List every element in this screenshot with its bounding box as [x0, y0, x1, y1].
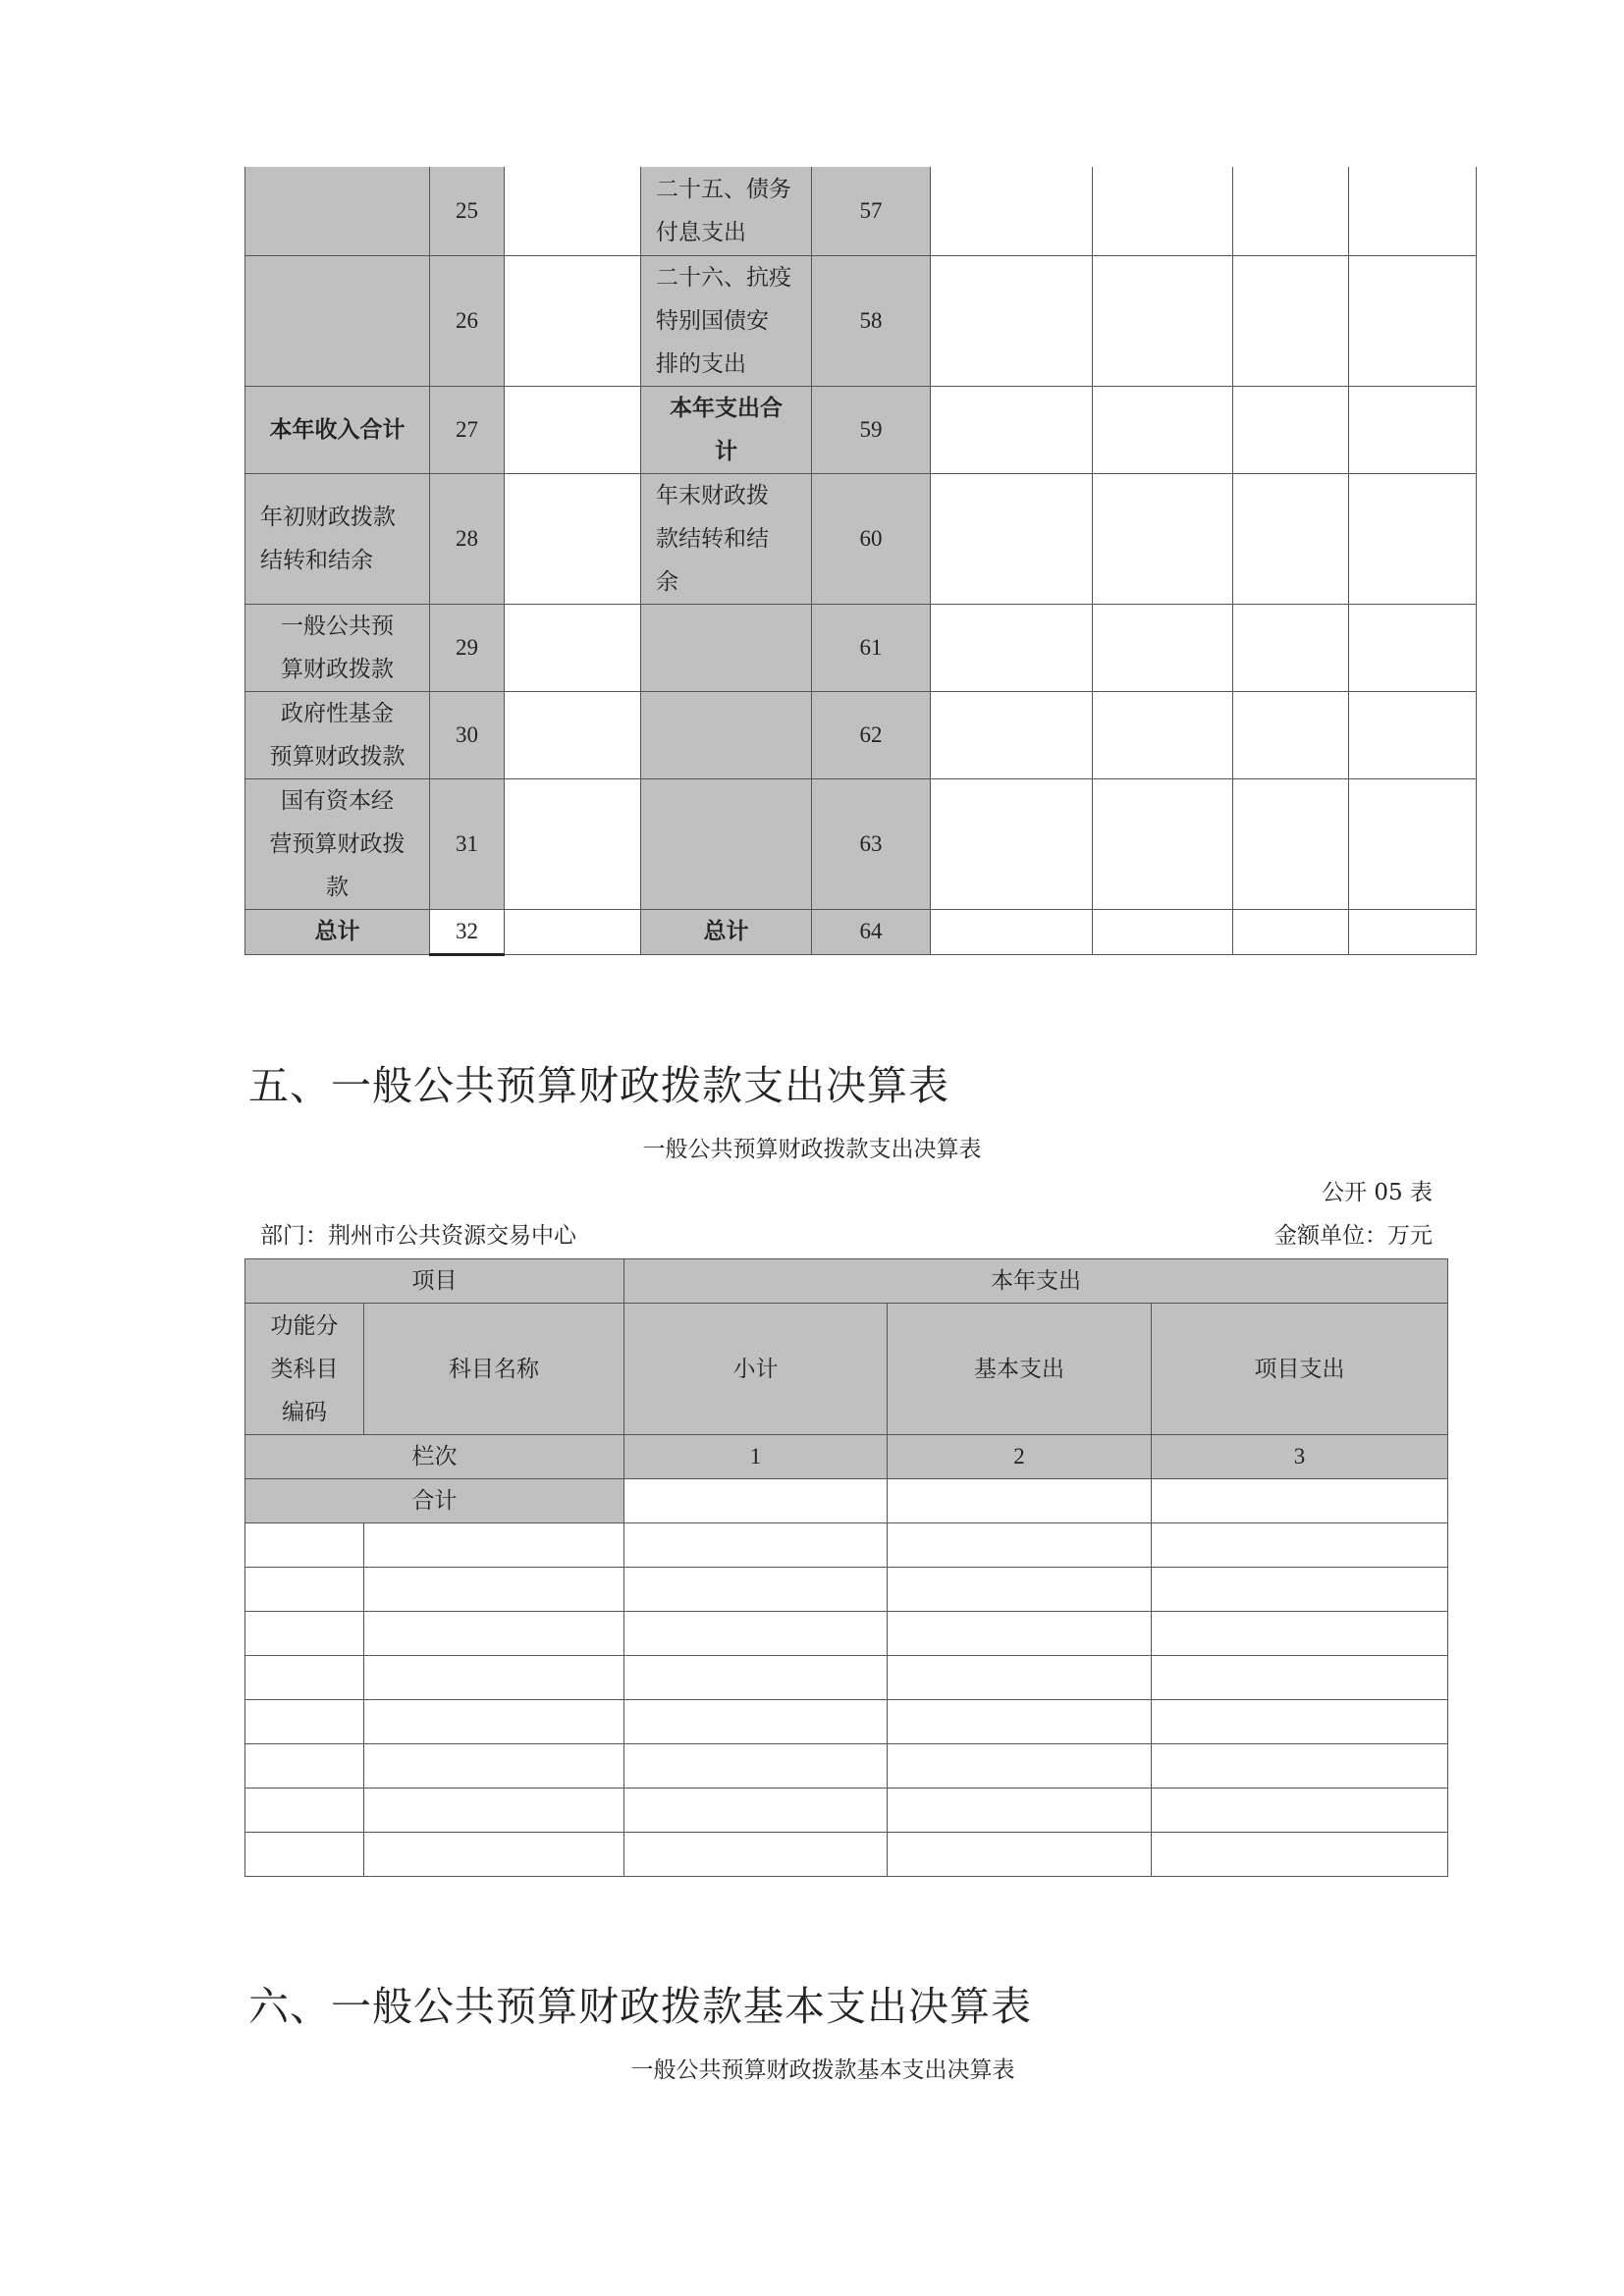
table-row: [245, 1833, 1448, 1877]
table-row: [245, 1656, 1448, 1700]
column-index-row: 栏次 1 2 3: [245, 1435, 1448, 1479]
department: 部门：荆州市公共资源交易中心: [260, 1223, 576, 1249]
income-expense-table: [244, 167, 1477, 956]
table-row: 总计 32 总计 64: [245, 909, 1477, 954]
table-row: [245, 1568, 1448, 1612]
section-5-caption: 一般公共预算财政拨款支出决算表: [642, 1137, 982, 1162]
table-row: [245, 1700, 1448, 1744]
total-row: 合计: [245, 1479, 1448, 1523]
table-row: [245, 1789, 1448, 1833]
table-row: 26 二十六、抗疫 特别国债安 排的支出 58: [245, 255, 1477, 386]
expense-table: [244, 1258, 1448, 1877]
table-row: [245, 1744, 1448, 1789]
amount-unit: 金额单位：万元: [1274, 1223, 1433, 1249]
table-row: [245, 1612, 1448, 1656]
table-row: 一般公共预 算财政拨款 29 61: [245, 604, 1477, 691]
table-row: 国有资本经 营预算财政拨 款 31 63: [245, 778, 1477, 909]
table-row: 年初财政拨款 结转和结余 28 年末财政拨 款结转和结 余 60: [245, 473, 1477, 604]
table-row: 本年收入合计 27 本年支出合 计 59: [245, 386, 1477, 473]
table-code: 公开 05 表: [1322, 1180, 1433, 1205]
table-row: 25 二十五、债务 付息支出 57: [245, 167, 1477, 255]
section-5-heading: 五、一般公共预算财政拨款支出决算表: [248, 1062, 949, 1109]
table-row: 政府性基金 预算财政拨款 30 62: [245, 691, 1477, 778]
header-row: 功能分 类科目 编码 科目名称 小计 基本支出 项目支出: [245, 1304, 1448, 1435]
section-6-caption: 一般公共预算财政拨款基本支出决算表: [630, 2057, 1015, 2083]
header-row: 项目 本年支出: [245, 1259, 1448, 1304]
table-row: [245, 1523, 1448, 1568]
section-6-heading: 六、一般公共预算财政拨款基本支出决算表: [248, 1983, 1032, 2030]
